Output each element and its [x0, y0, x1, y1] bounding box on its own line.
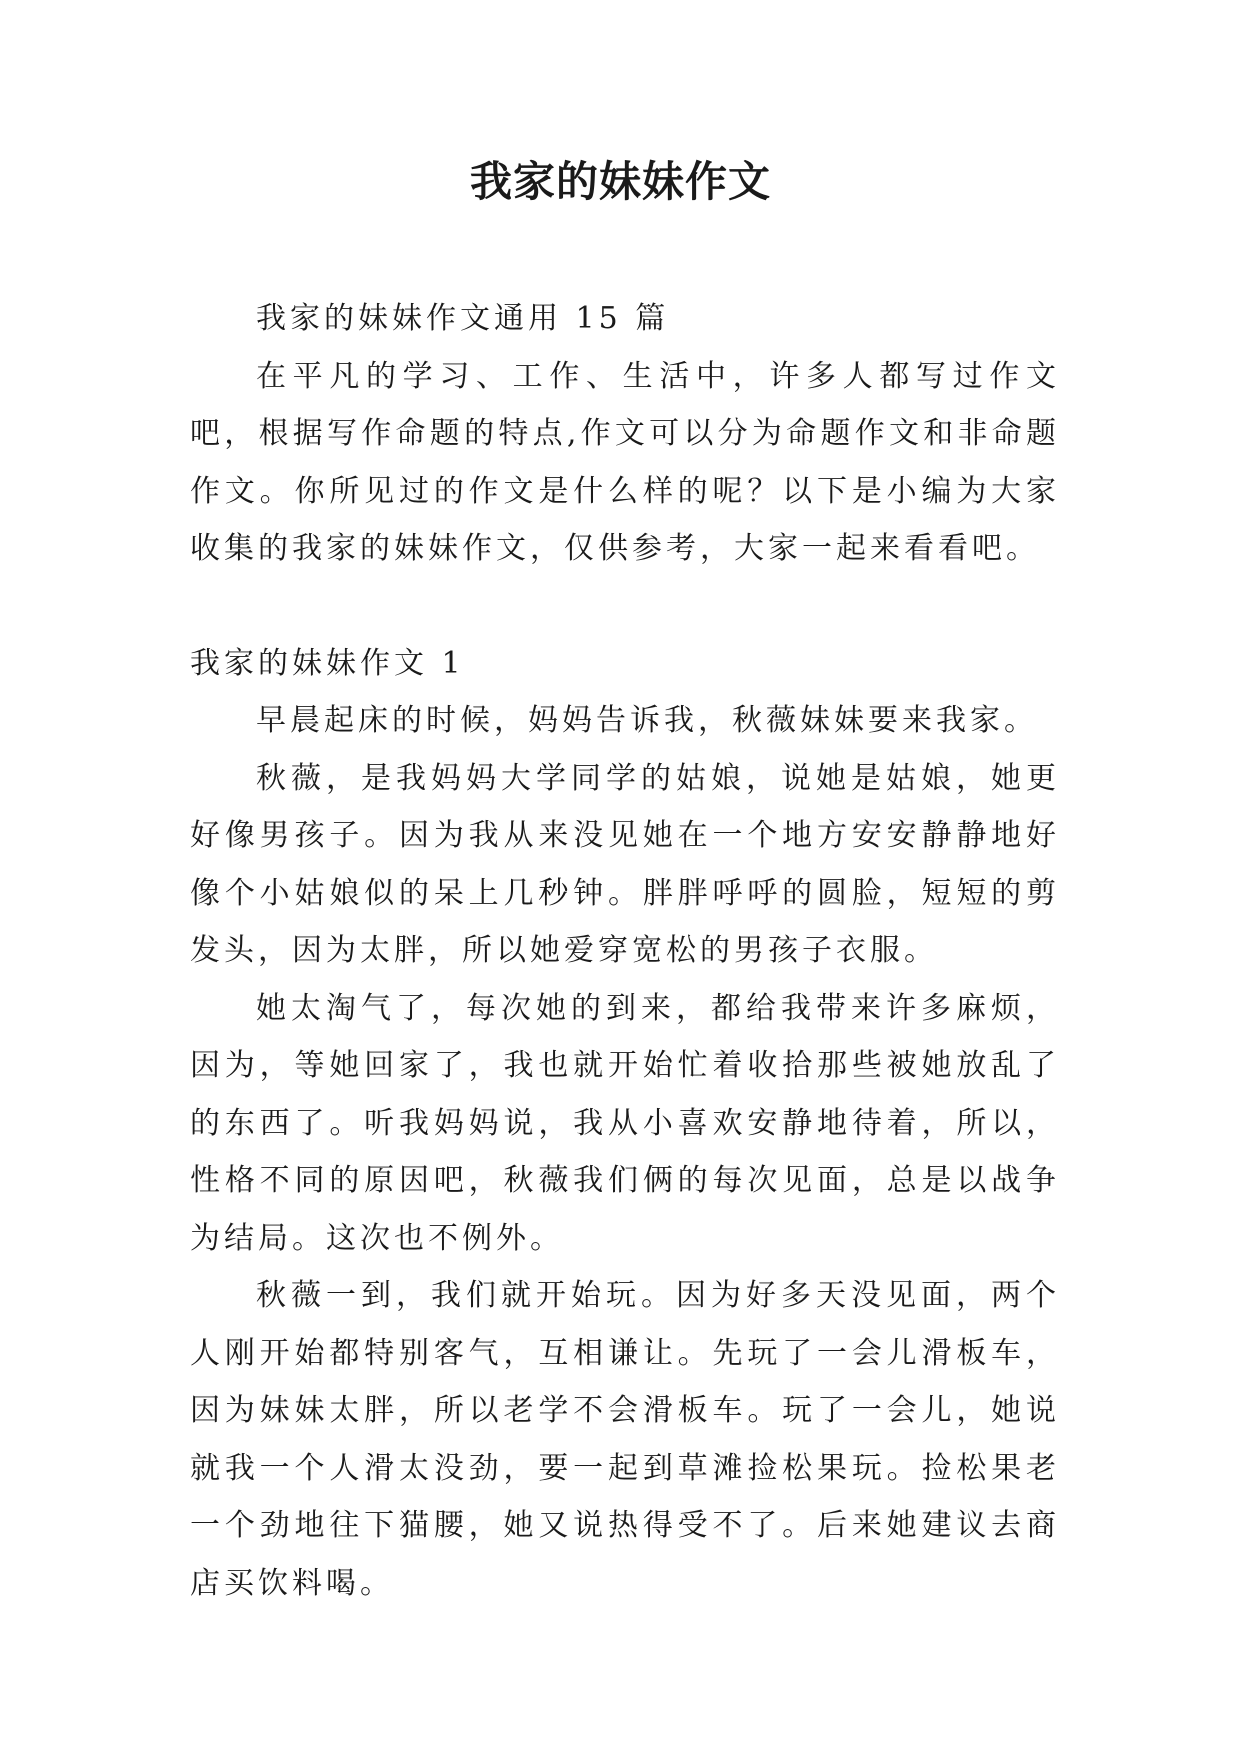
body-paragraph: 早晨起床的时候，妈妈告诉我，秋薇妹妹要来我家。 — [256, 703, 1038, 738]
document-body — [190, 290, 1060, 1612]
section-heading: 我家的妹妹作文 1 — [190, 645, 465, 681]
body-paragraph: 秋薇一到，我们就开始玩。因为好多天没见面，两个人刚开始都特别客气，互相谦让。先玩了一会儿滑板车，因为妹妹太胖，所以老学不会滑板车。玩了一会儿，她说就我一个人滑太没劲，要一起到草滩捡松果玩。捡松果老一个劲地往下猫腰，她又说热得受不了。后来她建议去商店买饮料喝。 — [190, 1278, 1060, 1601]
document-title: 我家的妹妹作文 — [469, 157, 771, 206]
intro-paragraph: 在平凡的学习、工作、生活中，许多人都写过作文吧，根据写作命题的特点,作文可以分为命题作文和非命题作文。你所见过的作文是什么样的呢？以下是小编为大家收集的我家的妹妹作文，仅供参考，大家一起来看看吧。 — [190, 358, 1060, 566]
body-paragraph: 秋薇，是我妈妈大学同学的姑娘，说她是姑娘，她更好像男孩子。因为我从来没见她在一个地方安安静静地好像个小姑娘似的呆上几秒钟。胖胖呼呼的圆脸，短短的剪发头，因为太胖，所以她爱穿宽松的男孩子衣服。 — [190, 760, 1060, 968]
intro-heading: 我家的妹妹作文通用 15 篇 — [256, 301, 670, 336]
body-paragraph: 她太淘气了，每次她的到来，都给我带来许多麻烦，因为，等她回家了，我也就开始忙着收拾那些被她放乱了的东西了。听我妈妈说，我从小喜欢安静地待着，所以，性格不同的原因吧，秋薇我们俩的每次见面，总是以战争为结局。这次也不例外。 — [190, 990, 1060, 1256]
